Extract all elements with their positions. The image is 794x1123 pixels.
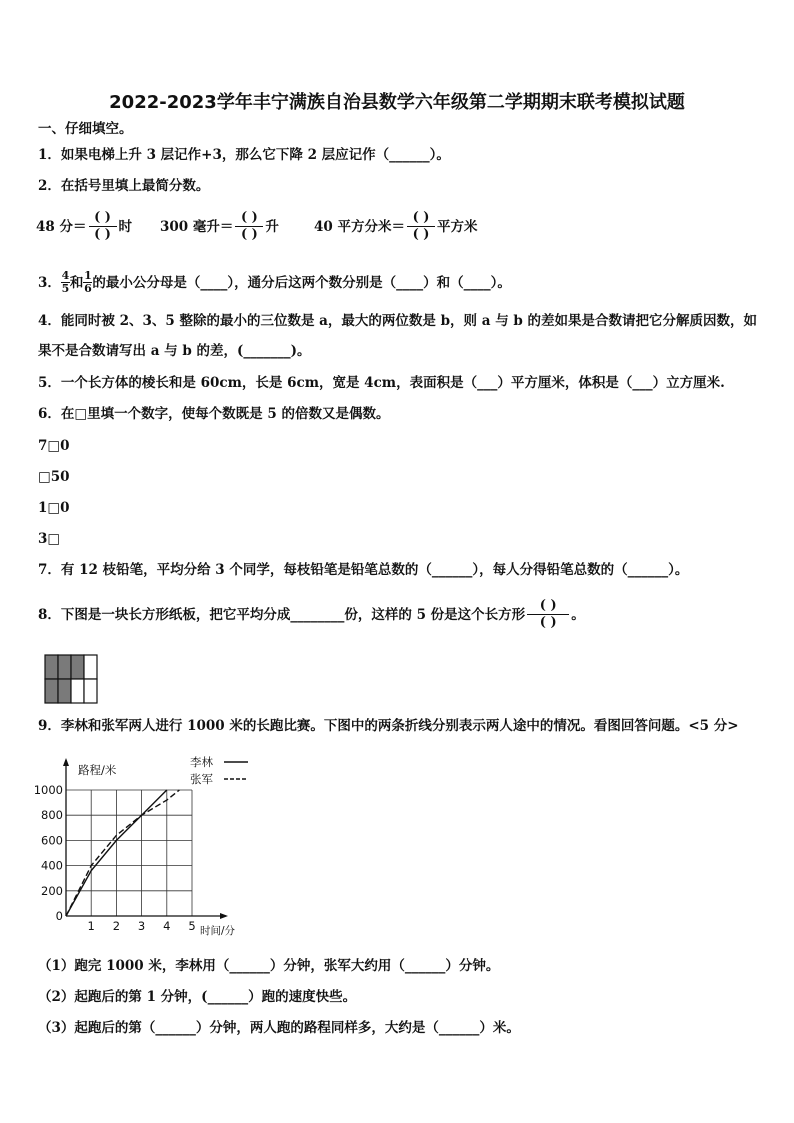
question-5: 5．一个长方体的棱长和是 60cm，长是 6cm，宽是 4cm，表面积是（___）平方厘米，体积是（___）立方厘米. <box>38 375 725 391</box>
y-tick-label: 0 <box>55 909 63 923</box>
item-unit: 时 <box>118 218 132 235</box>
question-9: 9．李林和张军两人进行 1000 米的长跑比赛。下图中的两条折线分别表示两人途中的情况。看图回答问题。<5 分> <box>38 718 739 734</box>
question-1: 1．如果电梯上升 3 层记作+3，那么它下降 2 层应记作（______）。 <box>38 147 450 163</box>
question-6-item: 1□0 <box>38 500 70 516</box>
grid-cell <box>45 679 58 703</box>
question-9-sub-1: （1）跑完 1000 米，李林用（______）分钟，张军大约用（______）分钟。 <box>38 958 500 974</box>
question-9-sub-2: （2）起跑后的第 1 分钟，(______）跑的速度快些。 <box>38 989 357 1005</box>
question-6-item: 3□ <box>38 531 61 547</box>
grid-cell <box>84 655 97 679</box>
grid-cell <box>71 655 84 679</box>
grid-cell <box>58 679 71 703</box>
distance-time-chart <box>30 748 260 940</box>
item-unit: 平方米 <box>437 218 478 235</box>
fraction-4-5: $\frac{4}{5}$ <box>61 269 70 295</box>
x-axis-label: 时间/分 <box>200 925 236 937</box>
y-tick-label: 600 <box>41 833 63 848</box>
x-tick-label: 2 <box>112 919 121 933</box>
series-line-2 <box>66 790 179 916</box>
item-unit: 升 <box>265 218 279 235</box>
y-axis-label: 路程/米 <box>78 763 117 777</box>
y-tick-label: 200 <box>41 883 63 898</box>
question-6-item: 7□0 <box>38 438 70 454</box>
blank-fraction[interactable]: $\frac{( )}{( )}$ <box>235 210 263 243</box>
question-2-item-1 <box>36 210 132 243</box>
question-4-line-2: 果不是合数请写出 a 与 b 的差，(_______)。 <box>38 343 311 359</box>
x-tick-label: 4 <box>163 919 171 933</box>
question-2: 2．在括号里填上最简分数。 <box>38 178 210 194</box>
section-heading: 一、仔细填空。 <box>38 121 133 137</box>
question-2-item-3 <box>314 210 478 243</box>
fraction-1-6: $\frac{1}{6}$ <box>84 269 92 295</box>
blank-fraction[interactable]: $\frac{( )}{( )}$ <box>407 210 435 243</box>
question-6-item: □50 <box>38 469 70 485</box>
blank-fraction[interactable]: $\frac{( )}{( )}$ <box>527 598 569 631</box>
question-8: 8．下图是一块长方形纸板，把它平均分成________份，这样的 5 份是这个长方形 $\frac{( )}{( )}$ 。 <box>38 598 585 630</box>
grid-cell <box>45 655 58 679</box>
page-title: 2022-2023学年丰宁满族自治县数学六年级第二学期期末联考模拟试题 <box>109 92 685 113</box>
y-axis-arrow <box>63 758 69 766</box>
question-4-line-1: 4．能同时被 2、3、5 整除的最小的三位数是 a，最大的两位数是 b，则 a 与 b 的差如果是合数请把它分解质因数，如 <box>38 313 758 329</box>
question-6: 6．在□里填一个数字，使每个数既是 5 的倍数又是偶数。 <box>38 406 390 422</box>
question-7: 7．有 12 枝铅笔，平均分给 3 个同学，每枝铅笔是铅笔总数的（______），每人分得铅笔总数的（______）。 <box>38 562 689 578</box>
grid-cell <box>58 655 71 679</box>
legend-label: 张军 <box>190 772 213 786</box>
grid-cell <box>84 679 97 703</box>
question-9-sub-3: （3）起跑后的第（______）分钟，两人跑的路程同样多，大约是（______）米。 <box>38 1020 520 1036</box>
y-tick-label: 400 <box>41 858 63 873</box>
item-label: 300 毫升＝ <box>160 218 234 235</box>
y-tick-label: 1000 <box>33 783 63 797</box>
y-tick-label: 800 <box>41 808 63 823</box>
question-3: 3． $\frac{4}{5}$ 和 $\frac{1}{6}$ 的最小公分母是（____），通分后这两个数分别是（____）和（____）。 <box>38 269 511 295</box>
x-tick-label: 3 <box>137 919 146 933</box>
x-tick-label: 5 <box>188 919 196 933</box>
item-label: 40 平方分米＝ <box>314 218 405 235</box>
item-label: 48 分＝ <box>36 218 87 235</box>
blank-fraction[interactable]: $\frac{( )}{( )}$ <box>89 210 117 243</box>
rectangle-paper-figure <box>44 654 98 704</box>
x-axis-arrow <box>220 913 228 919</box>
x-tick-label: 1 <box>87 919 95 933</box>
question-2-item-2 <box>160 210 279 243</box>
legend-label: 李林 <box>190 755 213 769</box>
grid-cell <box>71 679 84 703</box>
